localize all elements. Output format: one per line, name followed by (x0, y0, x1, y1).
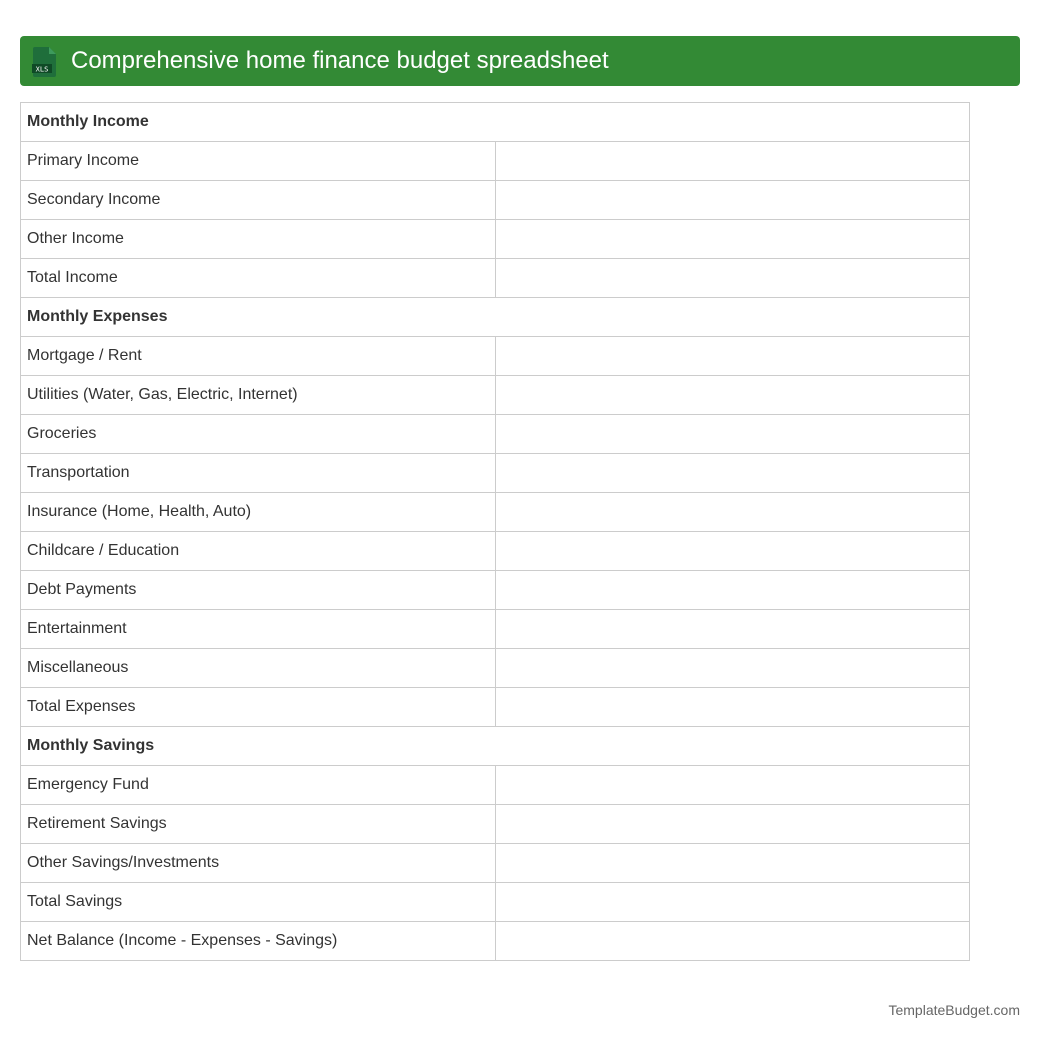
table-row (21, 259, 970, 298)
row-label: Insurance (Home, Health, Auto) (21, 493, 496, 532)
value-cell[interactable] (495, 649, 970, 688)
section-header-row (21, 727, 970, 766)
row-label: Transportation (21, 454, 496, 493)
row-label: Secondary Income (21, 181, 496, 220)
table-row (21, 181, 970, 220)
value-cell[interactable] (495, 454, 970, 493)
table-row (21, 805, 970, 844)
table-row (21, 610, 970, 649)
row-label: Retirement Savings (21, 805, 496, 844)
value-cell[interactable] (495, 844, 970, 883)
table-row (21, 688, 970, 727)
table-row (21, 571, 970, 610)
value-cell[interactable] (495, 259, 970, 298)
value-cell[interactable] (495, 337, 970, 376)
svg-text:XLS: XLS (35, 65, 49, 73)
value-cell[interactable] (495, 415, 970, 454)
table-row (21, 142, 970, 181)
row-label: Other Income (21, 220, 496, 259)
value-cell[interactable] (495, 493, 970, 532)
row-label: Utilities (Water, Gas, Electric, Internet) (21, 376, 496, 415)
row-label: Entertainment (21, 610, 496, 649)
value-cell[interactable] (495, 922, 970, 961)
section-header: Monthly Expenses (21, 298, 970, 337)
value-cell[interactable] (495, 610, 970, 649)
table-row (21, 415, 970, 454)
row-label: Other Savings/Investments (21, 844, 496, 883)
table-row (21, 532, 970, 571)
value-cell[interactable] (495, 688, 970, 727)
section-header: Monthly Income (21, 103, 970, 142)
table-row (21, 766, 970, 805)
footer-brand: TemplateBudget.com (888, 1002, 1020, 1018)
page-header (20, 36, 1020, 86)
row-label: Primary Income (21, 142, 496, 181)
section-header-row (21, 298, 970, 337)
table-row (21, 337, 970, 376)
row-label: Debt Payments (21, 571, 496, 610)
table-row (21, 376, 970, 415)
row-label: Childcare / Education (21, 532, 496, 571)
row-label: Total Savings (21, 883, 496, 922)
page-title: Comprehensive home finance budget spreadsheet (71, 47, 609, 74)
section-header: Monthly Savings (21, 727, 970, 766)
table-row (21, 454, 970, 493)
value-cell[interactable] (495, 532, 970, 571)
xls-file-icon (32, 47, 58, 77)
table-row (21, 649, 970, 688)
row-label: Mortgage / Rent (21, 337, 496, 376)
table-row (21, 844, 970, 883)
value-cell[interactable] (495, 571, 970, 610)
table-row (21, 493, 970, 532)
table-row (21, 922, 970, 961)
value-cell[interactable] (495, 883, 970, 922)
row-label: Miscellaneous (21, 649, 496, 688)
row-label: Groceries (21, 415, 496, 454)
value-cell[interactable] (495, 142, 970, 181)
value-cell[interactable] (495, 766, 970, 805)
section-header-row (21, 103, 970, 142)
row-label: Net Balance (Income - Expenses - Savings) (21, 922, 496, 961)
row-label: Total Income (21, 259, 496, 298)
value-cell[interactable] (495, 376, 970, 415)
value-cell[interactable] (495, 805, 970, 844)
budget-table (20, 102, 970, 961)
table-row (21, 883, 970, 922)
value-cell[interactable] (495, 220, 970, 259)
row-label: Emergency Fund (21, 766, 496, 805)
row-label: Total Expenses (21, 688, 496, 727)
value-cell[interactable] (495, 181, 970, 220)
table-row (21, 220, 970, 259)
